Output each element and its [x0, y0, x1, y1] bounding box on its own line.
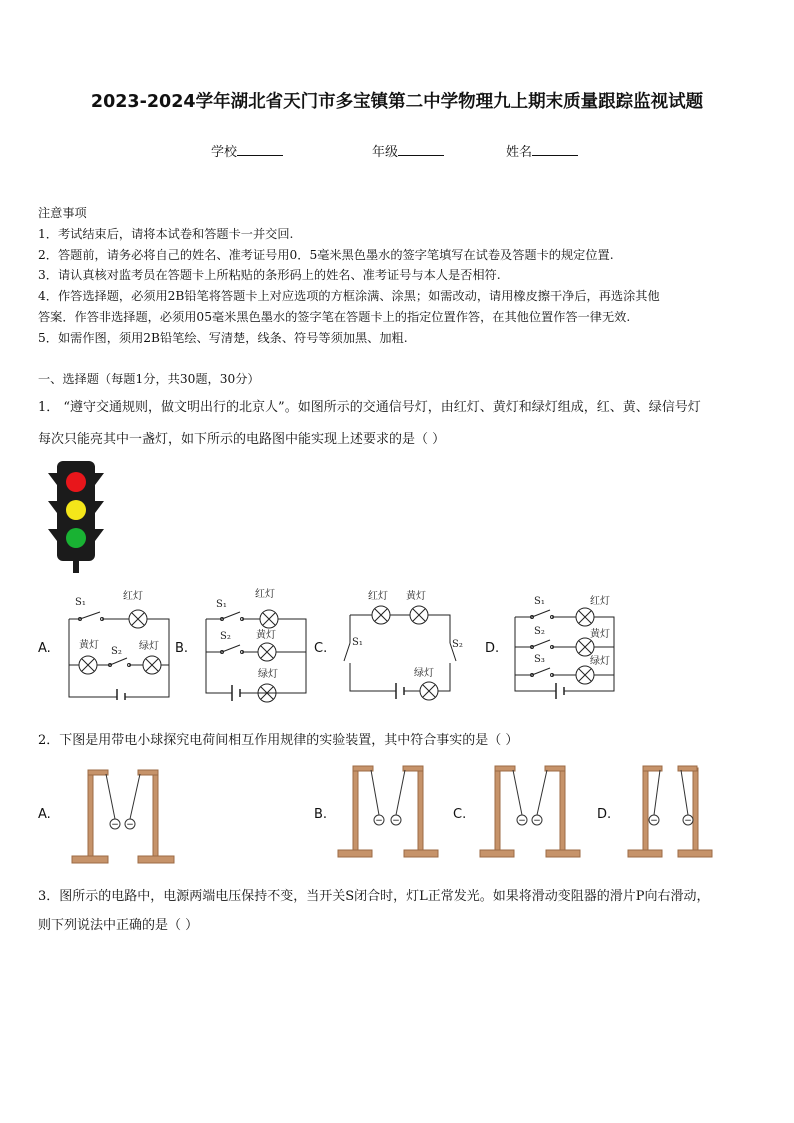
label-s2: S₂ — [534, 626, 545, 637]
red-light — [66, 472, 86, 492]
svg-text:−: − — [533, 816, 541, 826]
traffic-light-figure — [46, 461, 108, 573]
school-label: 学校 — [211, 145, 238, 160]
school-blank — [237, 143, 283, 156]
q1-option-a-label: A. — [38, 641, 51, 656]
label-yellow: 黄灯 — [79, 640, 99, 651]
stand-b — [336, 764, 440, 862]
svg-text:−: − — [518, 816, 526, 826]
label-green: 绿灯 — [414, 668, 434, 679]
label-s1: S₁ — [352, 637, 363, 648]
stand-a — [70, 768, 176, 866]
label-red: 红灯 — [255, 589, 275, 600]
q1-option-c-label: C. — [314, 641, 328, 656]
circuit-b — [196, 585, 316, 710]
label-s2: S₂ — [220, 631, 231, 642]
label-s2: S₂ — [111, 646, 122, 657]
stand-d — [626, 764, 718, 862]
label-red: 红灯 — [123, 591, 143, 602]
label-s1: S₁ — [534, 596, 545, 607]
name-label: 姓名 — [506, 145, 533, 160]
q2-option-c-label: C. — [453, 807, 467, 822]
q2-option-b-label: B. — [314, 807, 328, 822]
notes-heading: 注意事项 — [38, 206, 87, 220]
q1-text-line1: 1． “遵守交通规则，做文明出行的北京人”。如图所示的交通信号灯，由红灯、黄灯和绿灯组成，红、黄、绿信号灯 — [38, 400, 701, 415]
label-yellow: 黄灯 — [590, 629, 610, 640]
note-item: 2．答题前，请务必将自己的姓名、准考证号用0．5毫米黑色墨水的签字笔填写在试卷及答题卡的规定位置. — [38, 248, 614, 262]
battery — [232, 685, 240, 701]
label-s1: S₁ — [75, 597, 86, 608]
q3-text-line1: 3．图所示的电路中，电源两端电压保持不变，当开关S闭合时，灯L正常发光。如果将滑动变阻器的滑片P向右滑动， — [38, 889, 710, 904]
svg-text:−: − — [392, 816, 400, 826]
circuit-d — [506, 587, 626, 702]
label-red: 红灯 — [368, 591, 388, 602]
note-item: 1．考试结束后，请将本试卷和答题卡一并交回. — [38, 227, 294, 241]
label-green: 绿灯 — [139, 641, 159, 652]
label-s1: S₁ — [216, 599, 227, 610]
name-field — [506, 141, 578, 160]
grade-label: 年级 — [372, 145, 399, 160]
section-heading: 一、选择题（每题1分，共30题，30分） — [38, 372, 260, 386]
school-field — [211, 141, 283, 160]
grade-field — [372, 141, 444, 160]
q3-text-line2: 则下列说法中正确的是（ ） — [38, 918, 199, 933]
yellow-light — [66, 500, 86, 520]
label-red: 红灯 — [590, 596, 610, 607]
label-green: 绿灯 — [590, 656, 610, 667]
circuit-a — [55, 585, 180, 700]
battery — [396, 683, 404, 699]
battery — [556, 683, 564, 699]
grade-blank — [398, 143, 444, 156]
svg-text:−: − — [375, 816, 383, 826]
q1-option-b-label: B. — [175, 641, 189, 656]
svg-text:−: − — [684, 816, 692, 826]
q2-option-a-label: A. — [38, 807, 51, 822]
stand-c — [478, 764, 582, 862]
green-light — [66, 528, 86, 548]
svg-text:−: − — [650, 816, 658, 826]
note-item: 3．请认真核对监考员在答题卡上所粘贴的条形码上的姓名、准考证号与本人是否相符. — [38, 268, 501, 282]
q1-option-d-label: D. — [485, 641, 500, 656]
q2-text: 2．下图是用带电小球探究电荷间相互作用规律的实验装置，其中符合事实的是（ ） — [38, 733, 519, 748]
q2-option-d-label: D. — [597, 807, 612, 822]
name-blank — [532, 143, 578, 156]
label-s3: S₃ — [534, 654, 545, 665]
note-item: 4．作答选择题，必须用2B铅笔将答题卡上对应选项的方框涂满、涂黑；如需改动，请用橡皮擦干净后，再选涂其他 — [38, 289, 660, 303]
svg-text:−: − — [126, 820, 134, 830]
label-s2: S₂ — [452, 639, 463, 650]
note-item: 5．如需作图，须用2B铅笔绘、写清楚，线条、符号等须加黑、加粗. — [38, 331, 408, 345]
label-green: 绿灯 — [258, 669, 278, 680]
svg-text:−: − — [111, 820, 119, 830]
label-yellow: 黄灯 — [256, 630, 276, 641]
q1-text-line2: 每次只能亮其中一盏灯，如下所示的电路图中能实现上述要求的是（ ） — [38, 432, 446, 447]
battery — [117, 689, 125, 700]
note-item: 答案．作答非选择题，必须用05毫米黑色墨水的签字笔在答题卡上的指定位置作答，在其他位置作答一律无效. — [38, 310, 631, 324]
label-yellow: 黄灯 — [406, 591, 426, 602]
page-title: 2023-2024学年湖北省天门市多宝镇第二中学物理九上期末质量跟踪监视试题 — [90, 92, 704, 112]
circuit-c — [340, 585, 470, 703]
